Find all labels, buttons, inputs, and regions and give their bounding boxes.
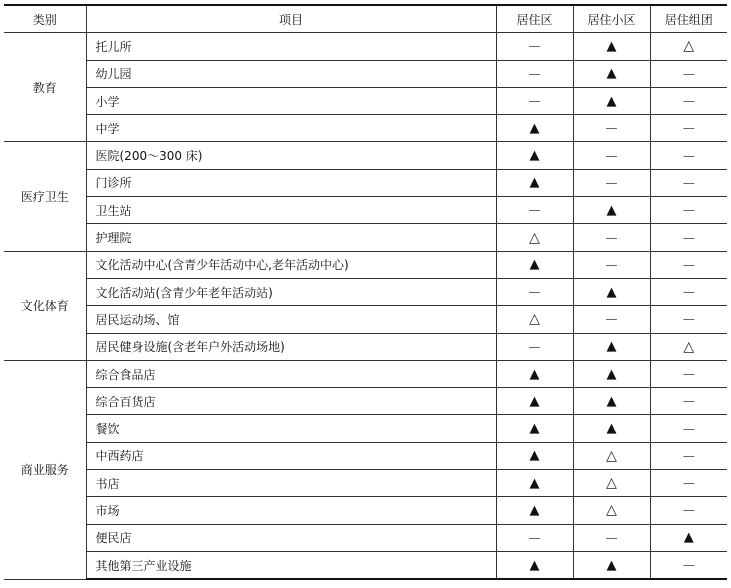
filled-triangle-icon: ▲ (606, 557, 617, 573)
mark-cell-b (573, 551, 650, 579)
dash-icon: — (528, 339, 541, 354)
filled-triangle-icon: ▲ (529, 502, 540, 518)
filled-triangle-icon: ▲ (683, 530, 694, 546)
category-cell: 医疗卫生 (4, 142, 86, 251)
mark-cell-b (573, 224, 650, 251)
table-row (4, 360, 727, 387)
mark-cell-b (573, 470, 650, 497)
open-triangle-icon: △ (529, 311, 540, 328)
mark-cell-c (650, 60, 727, 87)
mark-cell-c (650, 388, 727, 415)
item-cell: 中西药店 (86, 442, 496, 469)
dash-icon: — (605, 530, 618, 545)
mark-cell-c (650, 169, 727, 196)
dash-icon: — (682, 476, 695, 491)
mark-cell-a (496, 33, 573, 60)
filled-triangle-icon: ▲ (606, 66, 617, 82)
table-row (4, 33, 727, 60)
item-cell: 卫生站 (86, 197, 496, 224)
mark-cell-b (573, 524, 650, 551)
category-cell: 文化体育 (4, 251, 86, 360)
table-row (4, 442, 727, 469)
mark-cell-c (650, 470, 727, 497)
item-cell: 便民店 (86, 524, 496, 551)
filled-triangle-icon: ▲ (529, 120, 540, 136)
item-cell: 书店 (86, 470, 496, 497)
mark-cell-b (573, 497, 650, 524)
filled-triangle-icon: ▲ (529, 475, 540, 491)
open-triangle-icon: △ (683, 338, 695, 355)
mark-cell-a (496, 470, 573, 497)
item-cell: 护理院 (86, 224, 496, 251)
table-row (4, 197, 727, 224)
dash-icon: — (605, 148, 618, 163)
item-cell: 文化活动站(含青少年老年活动站) (86, 278, 496, 305)
mark-cell-c (650, 278, 727, 305)
mark-cell-a (496, 224, 573, 251)
filled-triangle-icon: ▲ (529, 557, 540, 573)
mark-cell-c (650, 142, 727, 169)
dash-icon: — (605, 312, 618, 327)
item-cell: 综合食品店 (86, 360, 496, 387)
dash-icon: — (682, 285, 695, 300)
mark-cell-b (573, 333, 650, 360)
header-residential-district: 居住区 (496, 5, 573, 33)
dash-icon: — (528, 66, 541, 81)
mark-cell-b (573, 415, 650, 442)
table-row (4, 115, 727, 142)
filled-triangle-icon: ▲ (606, 421, 617, 437)
item-cell: 其他第三产业设施 (86, 551, 496, 579)
table-row (4, 278, 727, 305)
mark-cell-a (496, 306, 573, 333)
mark-cell-a (496, 524, 573, 551)
dash-icon: — (528, 285, 541, 300)
filled-triangle-icon: ▲ (606, 339, 617, 355)
mark-cell-a (496, 278, 573, 305)
mark-cell-b (573, 60, 650, 87)
mark-cell-b (573, 115, 650, 142)
item-cell: 小学 (86, 87, 496, 114)
mark-cell-c (650, 333, 727, 360)
mark-cell-c (650, 415, 727, 442)
dash-icon: — (682, 558, 695, 573)
open-triangle-icon: △ (529, 229, 540, 246)
mark-cell-a (496, 388, 573, 415)
item-cell: 餐饮 (86, 415, 496, 442)
item-cell: 文化活动中心(含青少年活动中心,老年活动中心) (86, 251, 496, 278)
open-triangle-icon: △ (606, 502, 617, 519)
mark-cell-a (496, 360, 573, 387)
dash-icon: — (528, 530, 541, 545)
table-row (4, 142, 727, 169)
mark-cell-a (496, 169, 573, 196)
dash-icon: — (682, 421, 695, 436)
table-body (4, 33, 727, 579)
table-row (4, 551, 727, 579)
item-cell: 综合百货店 (86, 388, 496, 415)
facility-table-container (4, 4, 727, 580)
filled-triangle-icon: ▲ (529, 148, 540, 164)
item-cell: 门诊所 (86, 169, 496, 196)
filled-triangle-icon: ▲ (606, 366, 617, 382)
mark-cell-c (650, 251, 727, 278)
filled-triangle-icon: ▲ (529, 366, 540, 382)
mark-cell-b (573, 251, 650, 278)
dash-icon: — (528, 39, 541, 54)
item-cell: 中学 (86, 115, 496, 142)
mark-cell-b (573, 87, 650, 114)
table-row (4, 388, 727, 415)
dash-icon: — (682, 230, 695, 245)
open-triangle-icon: △ (606, 447, 617, 464)
dash-icon: — (605, 257, 618, 272)
table-header-row (4, 5, 727, 33)
header-residential-cluster: 居住组团 (650, 5, 727, 33)
filled-triangle-icon: ▲ (606, 93, 617, 109)
dash-icon: — (682, 312, 695, 327)
filled-triangle-icon: ▲ (606, 393, 617, 409)
item-cell: 幼儿园 (86, 60, 496, 87)
table-row (4, 497, 727, 524)
dash-icon: — (682, 175, 695, 190)
mark-cell-a (496, 197, 573, 224)
mark-cell-c (650, 115, 727, 142)
mark-cell-b (573, 360, 650, 387)
mark-cell-a (496, 60, 573, 87)
table-row (4, 169, 727, 196)
open-triangle-icon: △ (606, 475, 617, 492)
dash-icon: — (605, 121, 618, 136)
mark-cell-a (496, 142, 573, 169)
mark-cell-b (573, 142, 650, 169)
mark-cell-c (650, 360, 727, 387)
open-triangle-icon: △ (683, 38, 695, 55)
table-row (4, 87, 727, 114)
filled-triangle-icon: ▲ (529, 175, 540, 191)
mark-cell-a (496, 551, 573, 579)
dash-icon: — (682, 394, 695, 409)
item-cell: 市场 (86, 497, 496, 524)
dash-icon: — (682, 148, 695, 163)
dash-icon: — (682, 448, 695, 463)
filled-triangle-icon: ▲ (529, 257, 540, 273)
dash-icon: — (682, 503, 695, 518)
mark-cell-c (650, 33, 727, 60)
mark-cell-a (496, 87, 573, 114)
item-cell: 居民运动场、馆 (86, 306, 496, 333)
dash-icon: — (682, 121, 695, 136)
filled-triangle-icon: ▲ (529, 393, 540, 409)
dash-icon: — (528, 94, 541, 109)
filled-triangle-icon: ▲ (606, 38, 617, 54)
mark-cell-c (650, 306, 727, 333)
table-row (4, 524, 727, 551)
mark-cell-c (650, 442, 727, 469)
dash-icon: — (528, 203, 541, 218)
mark-cell-c (650, 497, 727, 524)
table-row (4, 251, 727, 278)
mark-cell-c (650, 197, 727, 224)
table-row (4, 306, 727, 333)
mark-cell-b (573, 197, 650, 224)
mark-cell-a (496, 497, 573, 524)
dash-icon: — (682, 94, 695, 109)
filled-triangle-icon: ▲ (606, 202, 617, 218)
mark-cell-b (573, 388, 650, 415)
category-cell: 商业服务 (4, 360, 86, 579)
mark-cell-a (496, 251, 573, 278)
dash-icon: — (605, 175, 618, 190)
item-cell: 居民健身设施(含老年户外活动场地) (86, 333, 496, 360)
header-residential-quarter: 居住小区 (573, 5, 650, 33)
mark-cell-a (496, 415, 573, 442)
mark-cell-a (496, 115, 573, 142)
mark-cell-b (573, 306, 650, 333)
table-row (4, 60, 727, 87)
table-row (4, 224, 727, 251)
mark-cell-c (650, 551, 727, 579)
mark-cell-b (573, 442, 650, 469)
filled-triangle-icon: ▲ (606, 284, 617, 300)
table-row (4, 470, 727, 497)
dash-icon: — (682, 257, 695, 272)
mark-cell-c (650, 524, 727, 551)
dash-icon: — (682, 367, 695, 381)
mark-cell-c (650, 224, 727, 251)
mark-cell-a (496, 442, 573, 469)
mark-cell-b (573, 278, 650, 305)
table-row (4, 333, 727, 360)
item-cell: 医院(200～300 床) (86, 142, 496, 169)
mark-cell-c (650, 87, 727, 114)
item-cell: 托儿所 (86, 33, 496, 60)
filled-triangle-icon: ▲ (529, 421, 540, 437)
table-row (4, 415, 727, 442)
mark-cell-b (573, 169, 650, 196)
filled-triangle-icon: ▲ (529, 448, 540, 464)
dash-icon: — (682, 203, 695, 218)
facility-table (4, 4, 727, 580)
mark-cell-a (496, 333, 573, 360)
category-cell: 教育 (4, 33, 86, 142)
dash-icon: — (682, 66, 695, 81)
mark-cell-b (573, 33, 650, 60)
header-category: 类别 (4, 5, 86, 33)
dash-icon: — (605, 230, 618, 245)
header-item: 项目 (86, 5, 496, 33)
